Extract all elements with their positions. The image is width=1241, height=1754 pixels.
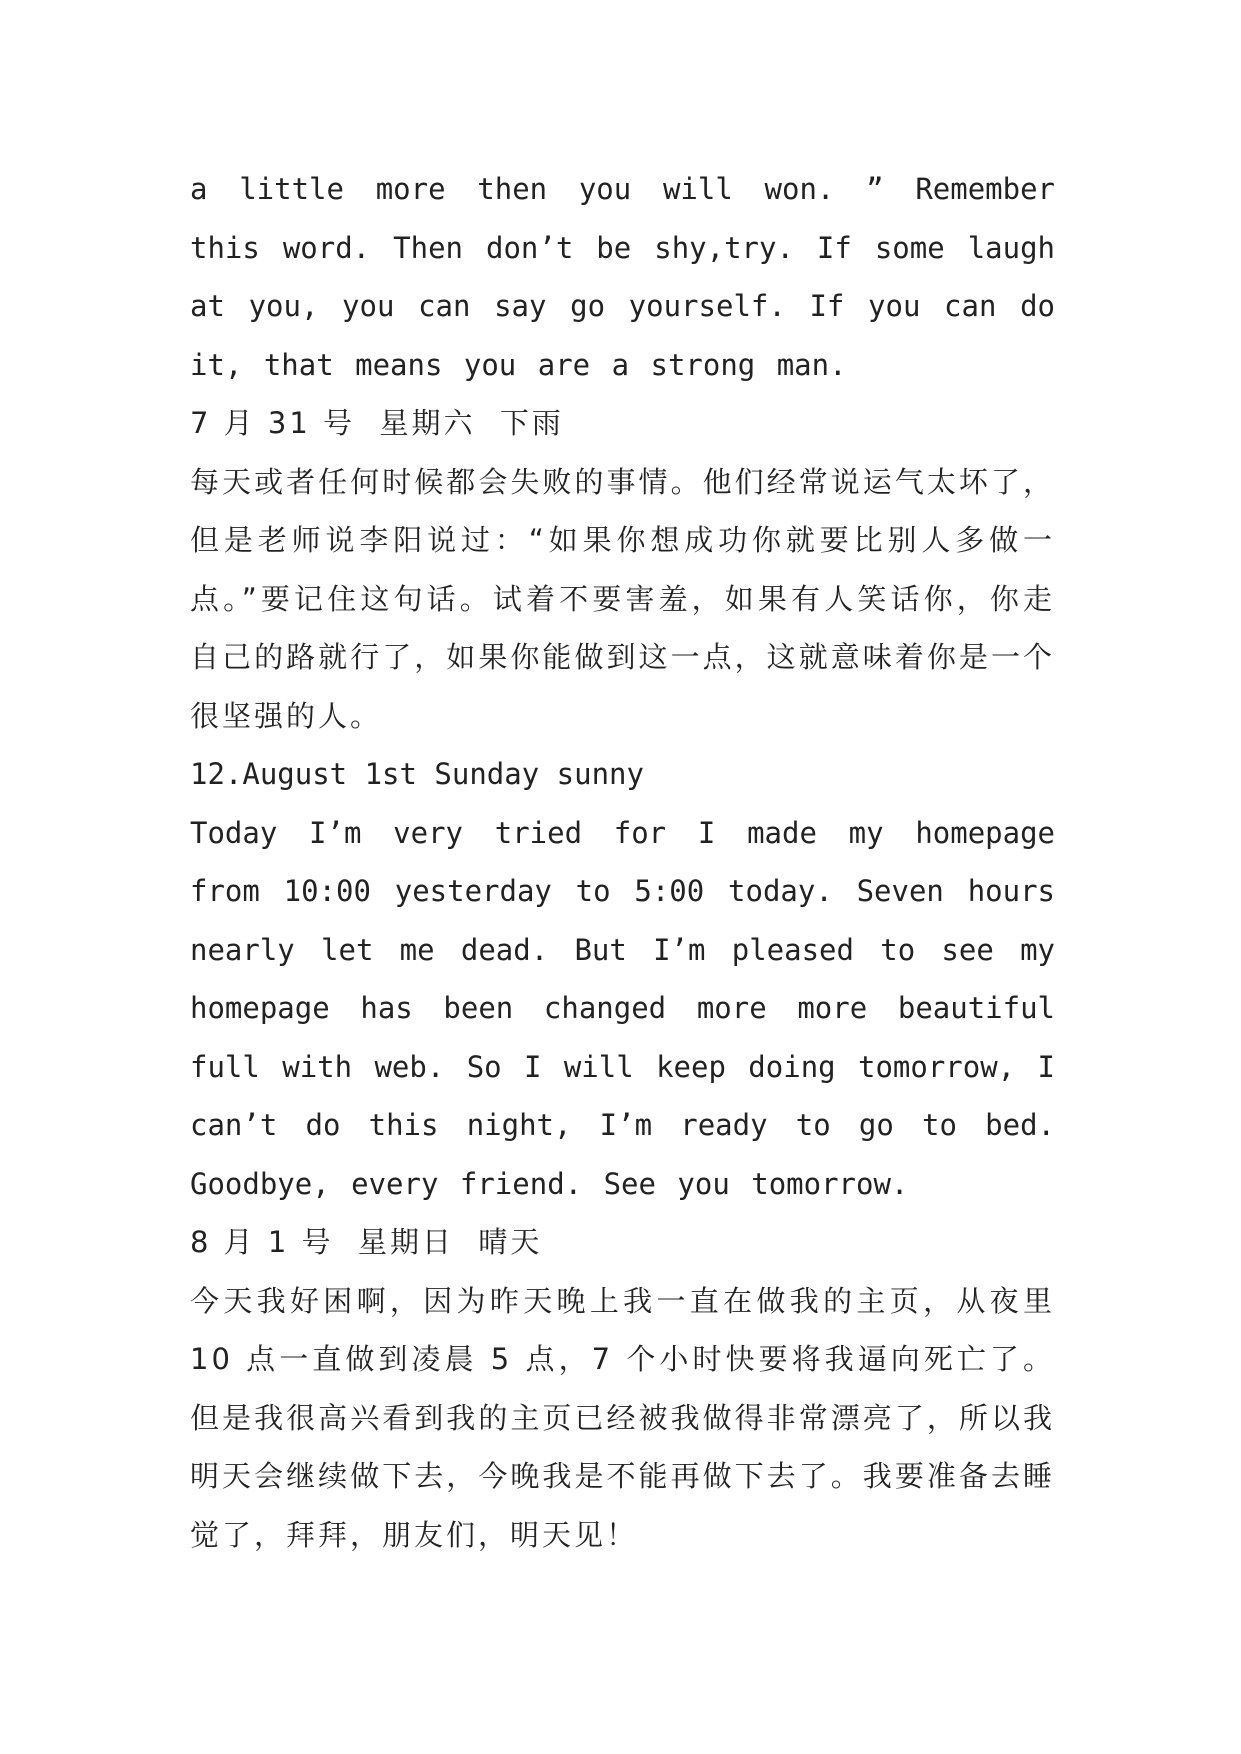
document-body [190,160,1055,1564]
diary-heading-august-1st: 12.August 1st Sunday sunny [190,757,644,791]
paragraph-english-advice: a little more then you will won. ” Remember this word. Then don’t be shy,try. If some laugh at you, you can say go yourself. If you can do it, that means you are a strong man. [190,172,1055,382]
diary-heading-july-31: 7 月 31 号 星期六 下雨 [190,406,564,440]
paragraph-english-homepage: Today I’m very tried for I made my homepage from 10:00 yesterday to 5:00 today. Seven hours nearly let me dead. But I’m pleased to see my homepage has been changed more more beautiful full with web. So I will keep doing tomorrow, I can’t do this night, I’m ready to go to bed. Goodbye, every friend. See you tomorrow. [190,815,1055,1201]
diary-heading-august-1: 8 月 1 号 星期日 晴天 [190,1225,543,1259]
paragraph-chinese-advice: 每天或者任何时候都会失败的事情。他们经常说运气太坏了，但是老师说李阳说过：“如果你想成功你就要比别人多做一点。”要记住这句话。试着不要害羞，如果有人笑话你，你走自己的路就行了，如果你能做到这一点，这就意味着你是一个很坚强的人。 [190,464,1055,733]
paragraph-chinese-homepage: 今天我好困啊，因为昨天晚上我一直在做我的主页，从夜里 10 点一直做到凌晨 5 点，7 个小时快要将我逼向死亡了。但是我很高兴看到我的主页已经被我做得非常漂亮了，所以我明天会继续做下去，今晚我是不能再做下去了。我要准备去睡觉了，拜拜，朋友们，明天见！ [190,1283,1055,1552]
